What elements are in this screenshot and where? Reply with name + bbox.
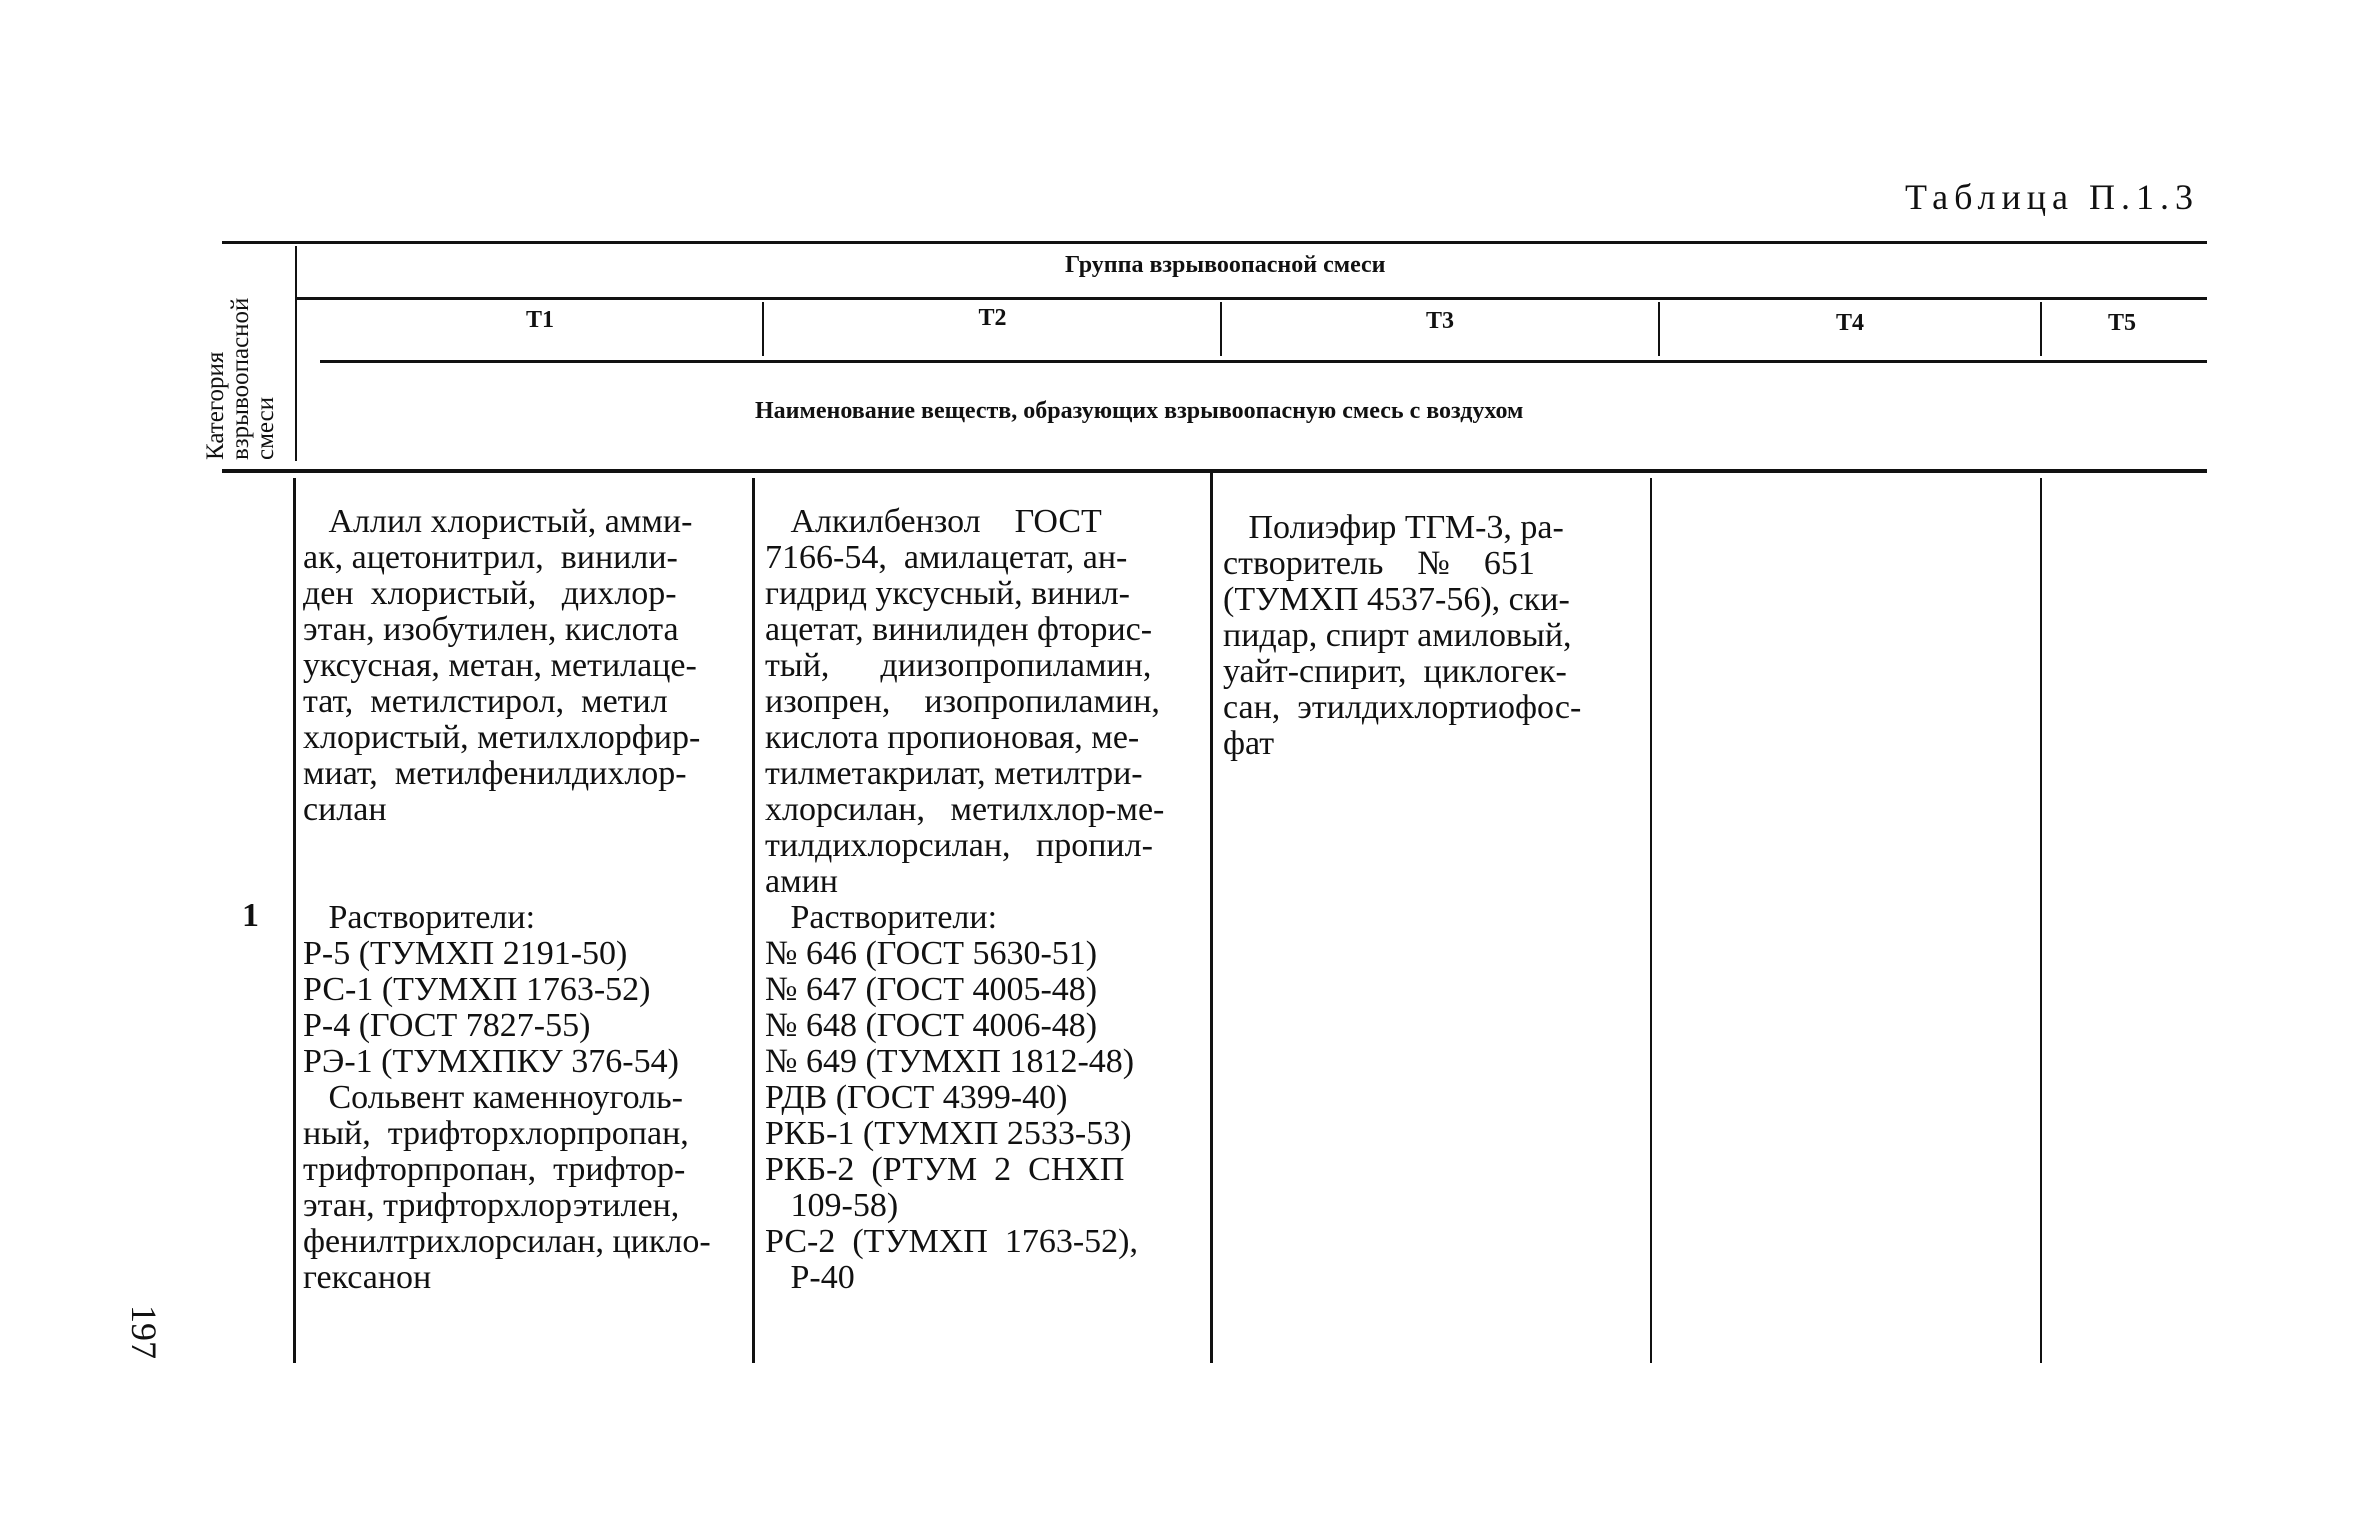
t3-substances-text: Полиэфир ТГМ-3, ра- створитель № 651 (ТУМХП 4537-56), ски- пидар, спирт амиловый, уайт-спирит, циклогек- сан, этилдихлортиофос- фат — [1223, 509, 1582, 762]
body-col-divider-3 — [1650, 478, 1652, 1363]
category-header-label: Категория взрывоопасной смеси — [202, 297, 279, 460]
row-category-value: 1 — [242, 897, 259, 934]
header-bottom-rule — [222, 469, 2207, 473]
header-top-rule — [222, 241, 2207, 244]
column-header-t5: Т5 — [2107, 310, 2136, 336]
t1-substances-text: Аллил хлористый, амми- ак, ацетонитрил, винили- ден хлористый, дихлор- этан, изобутилен, кислота уксусная, метан, метилаце- тат, метилстирол, метил хлористый, метилхлорфир- миат, метилфенилдихлор- силан Растворители: Р-5 (ТУМХП 2191-50) РС-1 (ТУМХП 1763-52) Р-4 (ГОСТ 7827-55) РЭ-1 (ТУМХПКУ 376-54) Сольвент каменноуголь- ный, трифторхлорпропан, трифторпропан, трифтор- этан, трифторхлорэтилен, фенилтрихлорсилан, цикло- гексанон — [303, 503, 711, 1296]
t2-substances-text: Алкилбензол ГОСТ 7166-54, амилацетат, ан- гидрид уксусный, винил- ацетат, винилиден фторис- тый, диизопропиламин, изопрен, изопропиламин, кислота пропионовая, ме- тилметакрилат, метилтри- хлорсилан, метилхлор-ме- тилдихлорсилан, пропил- амин Растворители: № 646 (ГОСТ 5630-51) № 647 (ГОСТ 4005-48) № 648 (ГОСТ 4006-48) № 649 (ТУМХП 1812-48) РДВ (ГОСТ 4399-40) РКБ-1 (ТУМХП 2533-53) РКБ-2 (РТУМ 2 СНХП 109-58) РС-2 (ТУМХП 1763-52), Р-40 — [765, 503, 1165, 1296]
page-number: 197 — [124, 1305, 164, 1359]
category-column-divider — [295, 246, 297, 461]
column-header-t1: Т1 — [525, 307, 554, 333]
body-col-divider-1 — [752, 478, 755, 1363]
substances-header-label: Наименование веществ, образующих взрывоопасную смесь с воздухом — [755, 398, 1524, 424]
body-col-divider-4 — [2040, 478, 2042, 1363]
column-header-t4: Т4 — [1835, 310, 1864, 336]
table-title: Таблица П.1.3 — [1905, 177, 2199, 217]
body-col-divider-0 — [293, 478, 296, 1363]
column-header-t3: Т3 — [1425, 308, 1454, 334]
header-col-divider-1 — [762, 302, 764, 356]
header-columns-rule — [320, 360, 2207, 363]
column-header-t2: Т2 — [978, 305, 1007, 331]
group-header-label: Группа взрывоопасной смеси — [1065, 252, 1386, 278]
body-col-divider-2 — [1210, 472, 1213, 1363]
header-group-rule — [295, 297, 2207, 300]
